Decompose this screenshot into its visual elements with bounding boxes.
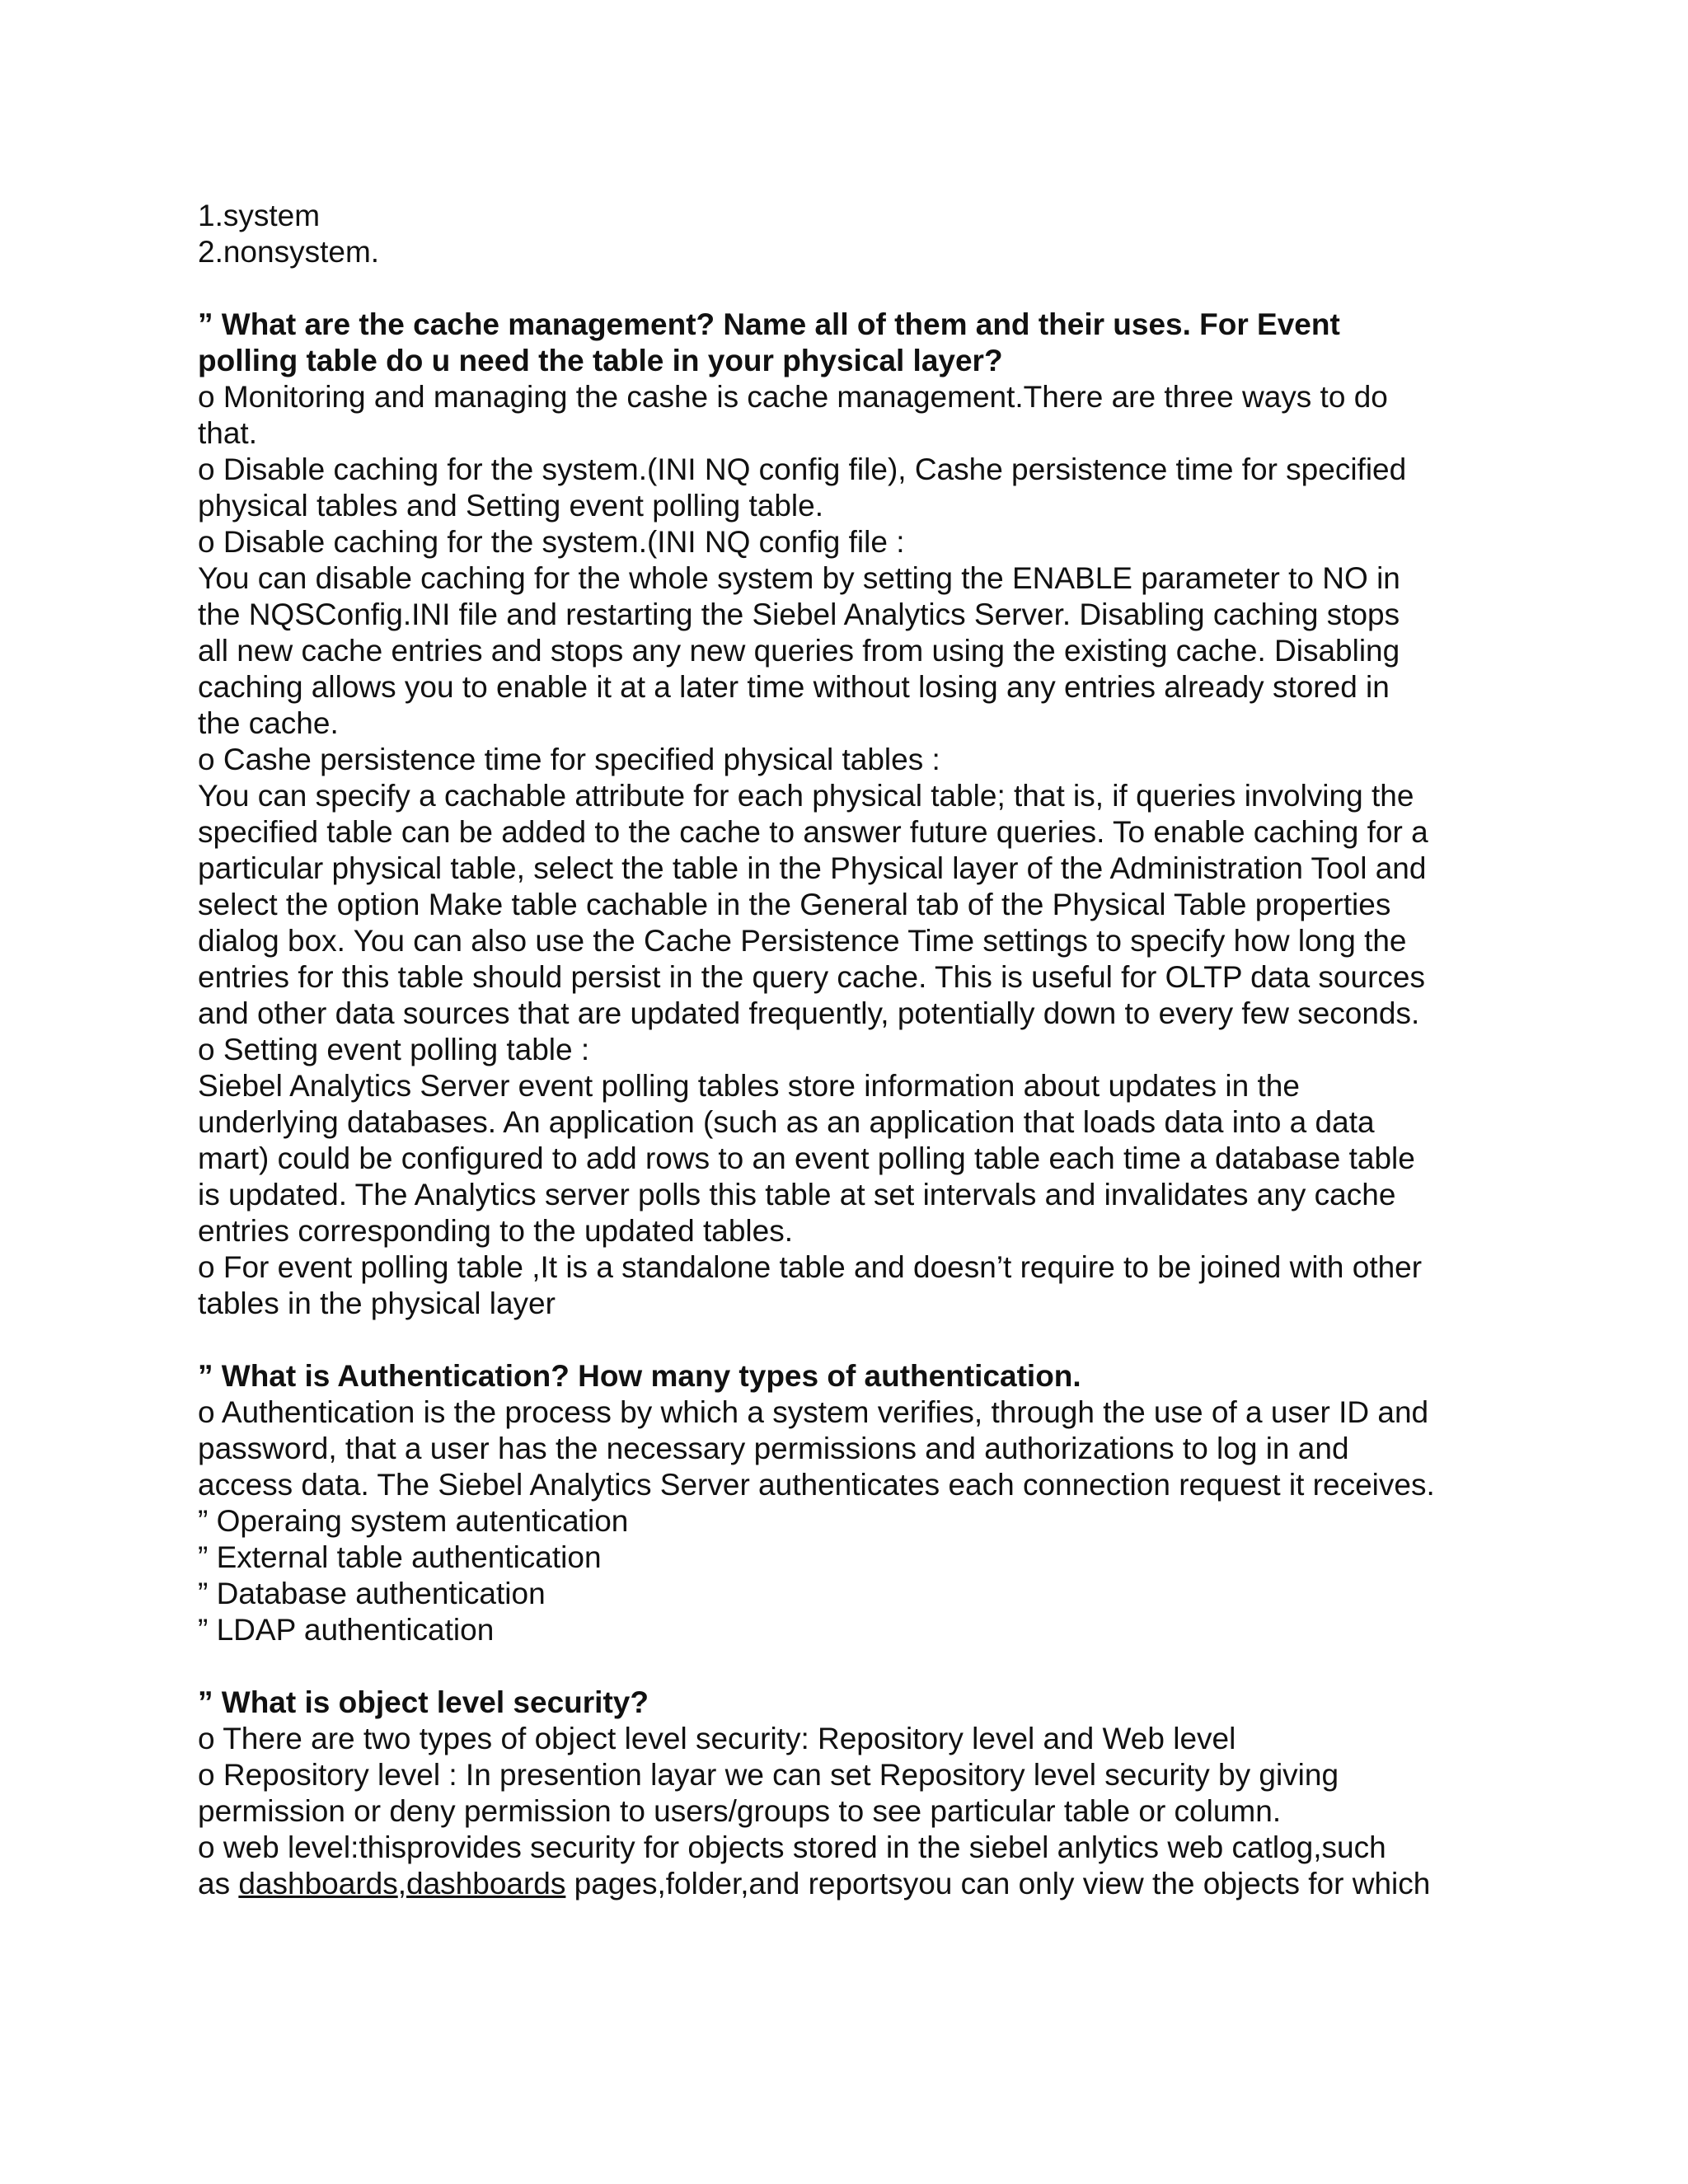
text-line: You can disable caching for the whole system by setting the ENABLE parameter to NO in [198,561,1400,595]
text-line: specified table can be added to the cache to answer future queries. To enable caching for a [198,815,1428,849]
text-line: that. [198,416,257,450]
text-line: access data. The Siebel Analytics Server authenticates each connection request it receives. [198,1468,1435,1502]
text-line: You can specify a cachable attribute for each physical table; that is, if queries involving the [198,779,1414,813]
text-line: the NQSConfig.INI file and restarting the Siebel Analytics Server. Disabling caching stops [198,598,1400,631]
text-line: caching allows you to enable it at a later time without losing any entries already stored in [198,670,1390,704]
text-line: Siebel Analytics Server event polling tables store information about updates in the [198,1069,1300,1103]
cache-question-heading: polling table do u need the table in your physical layer? [198,344,1003,377]
text-line: all new cache entries and stops any new queries from using the existing cache. Disabling [198,634,1400,668]
list-item: 1.system [198,199,321,232]
auth-question-heading: ” What is Authentication? How many types of authentication. [198,1359,1081,1393]
text-line: o Setting event polling table : [198,1033,590,1066]
dashboards-link[interactable]: dashboards [238,1867,398,1900]
text-line: underlying databases. An application (such as an application that loads data into a data [198,1105,1375,1139]
text-line: and other data sources that are updated frequently, potentially down to every few seconds. [198,996,1420,1030]
cache-question-heading: ” What are the cache management? Name all of them and their uses. For Event [198,307,1340,341]
text-line: o Disable caching for the system.(INI NQ config file : [198,525,905,559]
paragraph-spacer [198,1322,1558,1358]
text-line: particular physical table, select the table in the Physical layer of the Administration Tool and [198,851,1427,885]
text-line [198,1866,1558,1902]
auth-answer [198,1394,1558,1648]
text-line: mart) could be configured to add rows to an event polling table each time a database table [198,1141,1415,1175]
security-question-heading: ” What is object level security? [198,1685,649,1719]
paragraph-spacer [198,1648,1558,1685]
text-line: o Repository level : In presention layar we can set Repository level security by giving [198,1758,1339,1792]
list-item: 2.nonsystem. [198,235,380,269]
text-line: ” Operaing system autentication [198,1504,629,1538]
text-line: ” LDAP authentication [198,1613,495,1647]
text-line: permission or deny permission to users/groups to see particular table or column. [198,1794,1282,1828]
text-fragment: , [397,1867,407,1900]
text-line: o Authentication is the process by which a system verifies, through the use of a user ID and [198,1395,1429,1429]
text-line: o Monitoring and managing the cashe is cache management.There are three ways to do [198,380,1388,414]
text-line: password, that a user has the necessary permissions and authorizations to log in and [198,1432,1349,1465]
security-answer [198,1721,1558,1902]
text-line: the cache. [198,706,339,740]
text-line: entries corresponding to the updated tables. [198,1214,793,1248]
text-line: o Cashe persistence time for specified physical tables : [198,743,940,776]
document-page [198,198,1558,1902]
cache-answer [198,379,1558,1322]
text-line: tables in the physical layer [198,1286,556,1320]
text-line: select the option Make table cachable in the General tab of the Physical Table properties [198,888,1391,921]
text-line: dialog box. You can also use the Cache Persistence Time settings to specify how long the [198,924,1407,958]
text-line: entries for this table should persist in the query cache. This is useful for OLTP data sources [198,960,1425,994]
text-line: ” Database authentication [198,1577,546,1610]
text-line: o There are two types of object level security: Repository level and Web level [198,1722,1236,1755]
dashboards-link[interactable]: dashboards [406,1867,566,1900]
text-fragment: as [198,1867,239,1900]
paragraph-spacer [198,270,1558,307]
text-line: ” External table authentication [198,1540,602,1574]
text-line: physical tables and Setting event polling table. [198,489,824,523]
text-line: o For event polling table ,It is a standalone table and doesn’t require to be joined with other [198,1250,1423,1284]
text-fragment: pages,folder,and reportsyou can only view the objects for which [565,1867,1431,1900]
text-line: is updated. The Analytics server polls this table at set intervals and invalidates any cache [198,1178,1396,1212]
text-line: o Disable caching for the system.(INI NQ config file), Cashe persistence time for specified [198,452,1407,486]
text-line: o web level:thisprovides security for objects stored in the siebel anlytics web catlog,such [198,1830,1386,1864]
